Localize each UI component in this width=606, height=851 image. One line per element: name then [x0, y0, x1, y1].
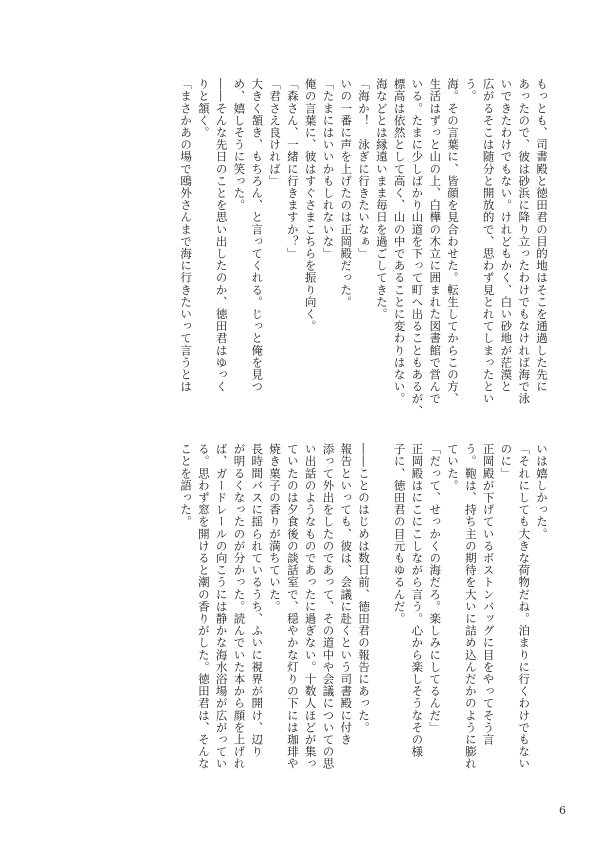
- text-column: う。: [463, 78, 478, 103]
- text-column: もっとも、司書殿と徳田君の目的地はそこを通過した先に: [535, 78, 549, 393]
- text-column: 海。その言葉に、皆顔を見合わせた。転生してからこの方、: [446, 78, 461, 405]
- text-column: ことを語った。: [179, 443, 194, 528]
- text-column: ――そんな先日のことを思い出したのか、徳田君はゆっく: [214, 78, 229, 393]
- text-column: [372, 443, 390, 773]
- text-column: 「だって、せっかくの海だろ。楽しみにしてるんだ」: [428, 443, 443, 734]
- text-column: ていた。: [446, 443, 461, 492]
- text-column: 「君さえ良ければ」: [268, 78, 283, 187]
- text-column: いできたわけでもない。けれどもかく、白い砂地が茫漠と: [499, 78, 514, 393]
- text-column: 添って外出をしたのであって、その道中や会議についての思: [321, 443, 336, 770]
- text-column: いは嬉しかった。: [535, 443, 549, 540]
- text-column: いの一番に声を上げたのは正岡殿だった。: [339, 78, 354, 308]
- text-column: 長時間バスに揺られているうち、ふいに視界が開け、辺り: [250, 443, 265, 758]
- text-column: る。思わず窓を開けると潮の香りがした。徳田君は、そんな: [196, 443, 211, 770]
- text-column: 俺の言葉に、彼はすぐさまこちらを振り向く。: [303, 78, 318, 333]
- text-column: 「海か！ 泳ぎに行きたいなぁ」: [357, 78, 372, 260]
- text-block-lower: [176, 443, 550, 773]
- text-block-upper: [176, 78, 550, 417]
- text-column: う。鞄は、持ち主の期待を大いに詰め込んだかのように膨れ: [463, 443, 478, 770]
- text-column: 正岡殿はにこにこしながら言う。心から楽しそうなその様: [410, 443, 425, 758]
- text-column: いる。たまに少しばかり山道を下って町へ出ることもあるが、: [410, 78, 425, 417]
- text-column: 「たまにはいいかもしれないな」: [321, 78, 336, 260]
- text-column: い出話のようなものであったに過ぎない。十数人ほどが集っ: [303, 443, 318, 770]
- text-column: が明るくなったのが分かった。読んでいた本から顔を上げれ: [232, 443, 247, 770]
- text-column: 「それにしても大きな荷物だね。泊まりに行くわけでもない: [517, 443, 532, 770]
- text-column: のに」: [499, 443, 514, 480]
- text-column: 子に、徳田君の目元もゆるんだ。: [392, 443, 407, 625]
- page-number: 6: [559, 804, 566, 817]
- text-column: ば、ガードレールの向こうには静かな海水浴場が広がってい: [214, 443, 229, 770]
- text-column: 報告といっても、彼は、会議に赴くという司書殿に付き: [339, 443, 354, 746]
- text-column: 大きく頷き、もちろん、と言ってくれる。じっと俺を見つ: [250, 78, 265, 393]
- text-column: あったので、彼は砂浜に降り立ったわけでもなければ海で泳: [517, 78, 532, 405]
- text-column: 「森さん、一緒に行きますか？」: [285, 78, 300, 260]
- text-column: 海などとは縁遠いまま毎日を過ごしてきた。: [374, 78, 389, 320]
- text-column: 広がるそこは随分と開放的で、思わず見とれてしまったとい: [481, 78, 496, 405]
- text-column: 生活はずっと山の上、白樺の木立に囲まれた図書館で営んで: [428, 78, 443, 405]
- text-column: りと頷く。: [196, 78, 211, 139]
- text-column: ――ことのはじめは数日前、徳田君の報告にあった。: [357, 443, 372, 734]
- text-column: 標高は依然として高く、山の中であることに変わりはない。: [392, 78, 407, 405]
- text-column: ていたのは夕食後の談話室で、穏やかな灯りの下には珈琲や: [285, 443, 300, 770]
- text-column: 「まさかあの場で鴎外さんまで海に行きたいって言うとは: [179, 78, 194, 393]
- text-column: 焼き菓子の香りが満ちていた。: [268, 443, 283, 613]
- text-column: め、嬉しそうに笑った。: [232, 78, 247, 212]
- text-column: 正岡殿が下げているボストンバッグに目をやってそう言: [481, 443, 496, 746]
